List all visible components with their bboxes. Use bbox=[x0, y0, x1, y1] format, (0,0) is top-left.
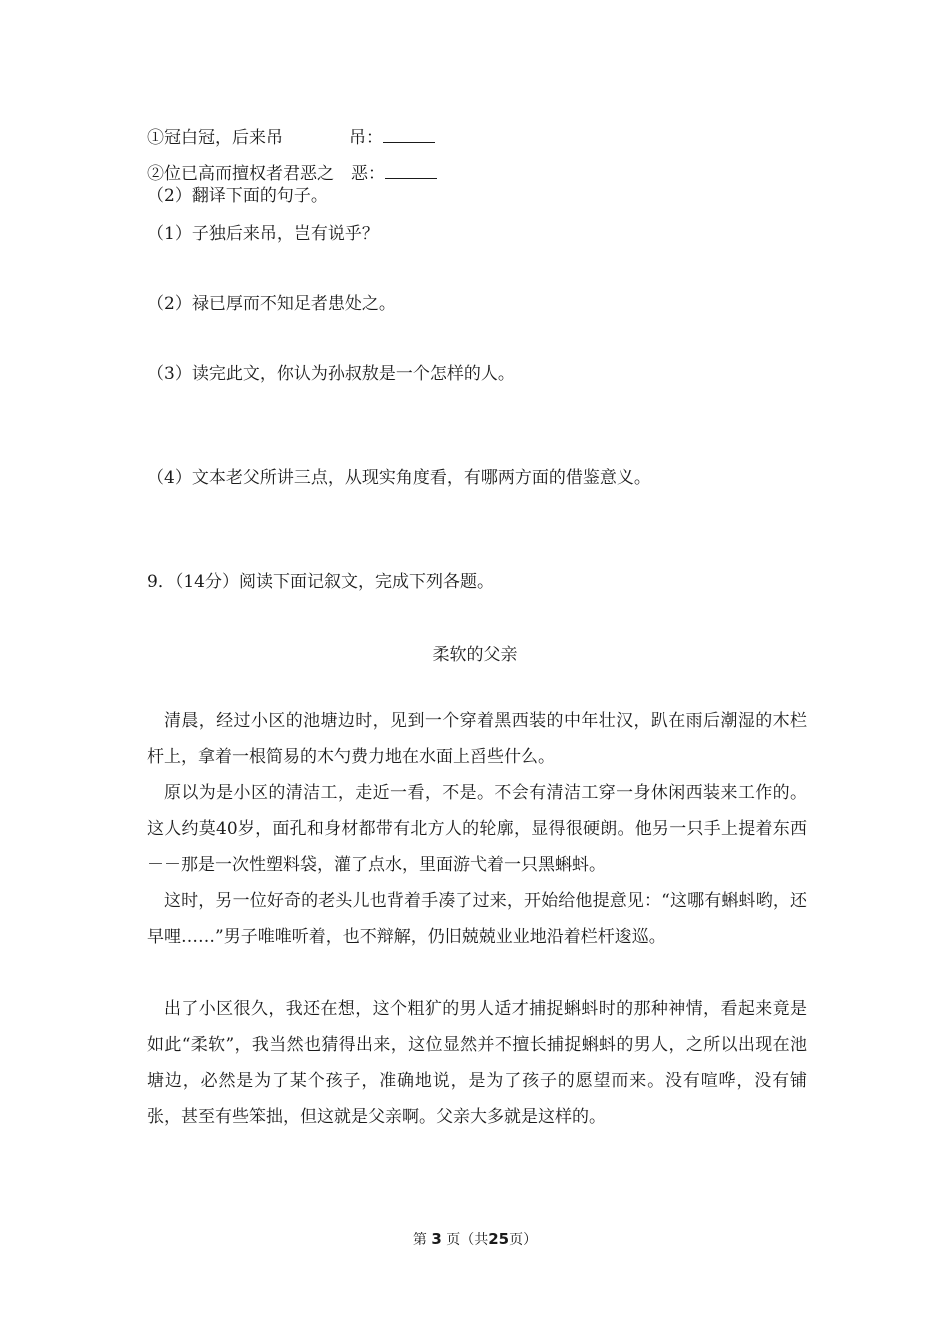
question-4: （4）文本老父所讲三点，从现实角度看，有哪两方面的借鉴意义。 bbox=[147, 468, 651, 488]
question-9-intro: 9．（14分）阅读下面记叙文，完成下列各题。 bbox=[147, 572, 494, 592]
passage-paragraph-2: 原以为是小区的清洁工，走近一看，不是。不会有清洁工穿一身休闲西装来工作的。这人约莫40岁，面孔和身材都带有北方人的轮廓，显得很硬朗。他另一只手上提着东西－－那是一次性塑料袋，灌了点水，里面游弋着一只黑蝌蚪。 bbox=[147, 783, 807, 875]
answer-blank-1[interactable] bbox=[383, 124, 435, 143]
translate-sentence-1: （1）子独后来吊，岂有说乎？ bbox=[147, 224, 379, 244]
footer-middle: 页（共 bbox=[446, 1232, 489, 1248]
vocab-item-1-text: ①冠白冠，后来吊 bbox=[147, 128, 283, 148]
footer-prefix: 第 bbox=[412, 1232, 427, 1248]
passage-paragraph-1: 清晨，经过小区的池塘边时，见到一个穿着黑西装的中年壮汉，趴在雨后潮湿的木栏杆上，拿着一根简易的木勺费力地在水面上舀些什么。 bbox=[147, 711, 807, 767]
passage-title: 柔软的父亲 bbox=[432, 645, 518, 665]
passage-paragraph-3: 这时，另一位好奇的老头儿也背着手凑了过来，开始给他提意见：“这哪有蝌蚪哟，还早哩……”男子唯唯听着，也不辩解，仍旧兢兢业业地沿着栏杆逡巡。 bbox=[147, 891, 807, 947]
page-footer bbox=[0, 1229, 950, 1250]
footer-suffix: 页） bbox=[509, 1232, 538, 1248]
vocab-item-1-word: 吊： bbox=[349, 128, 383, 148]
passage-paragraph-4: 出了小区很久，我还在想，这个粗犷的男人适才捕捉蝌蚪时的那种神情，看起来竟是如此“柔软”，我当然也猜得出来，这位显然并不擅长捕捉蝌蚪的男人，之所以出现在池塘边，必然是为了某个孩子，准确地说，是为了孩子的愿望而来。没有喧哗，没有铺张，甚至有些笨拙，但这就是父亲啊。父亲大多就是这样的。 bbox=[147, 999, 807, 1127]
footer-page-number: 3 bbox=[431, 1230, 442, 1248]
footer-total-pages: 25 bbox=[488, 1230, 510, 1248]
question-3: （3）读完此文，你认为孙叔敖是一个怎样的人。 bbox=[147, 364, 515, 384]
vocab-item-2-text: ②位已高而擅权者君恶之 bbox=[147, 164, 334, 184]
vocab-item-2 bbox=[147, 160, 437, 186]
vocab-item-1 bbox=[147, 124, 435, 150]
translate-sentence-2: （2）禄已厚而不知足者患处之。 bbox=[147, 294, 396, 314]
answer-blank-2[interactable] bbox=[385, 160, 437, 179]
translate-heading: （2）翻译下面的句子。 bbox=[147, 186, 328, 206]
vocab-item-2-word: 恶： bbox=[351, 164, 385, 184]
